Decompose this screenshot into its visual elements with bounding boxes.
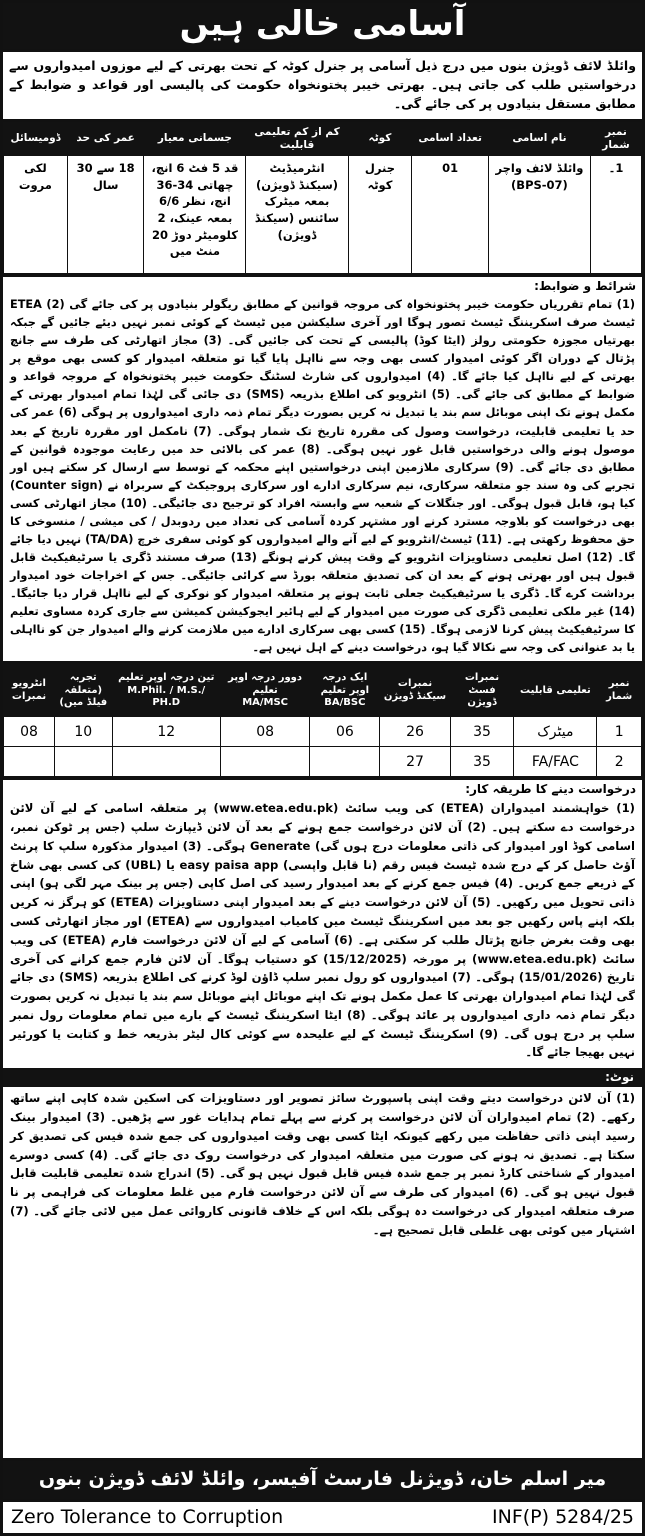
jobs-cell-post-name [488, 156, 590, 274]
marks-th-one-above [310, 665, 380, 717]
jobs-cell-serial: 1۔ [590, 156, 641, 274]
marks-th-sd-l2: سیکنڈ ڈویژن [383, 690, 447, 702]
marks-th-fd-l2: فسٹ [468, 684, 496, 696]
jobs-th-quota: کوٹہ [348, 122, 412, 155]
marks-cell-one-above [310, 747, 380, 777]
jobs-th-age: عمر کی حد [67, 122, 144, 155]
marks-cell-interview [4, 747, 55, 777]
layout-spacer [3, 1244, 642, 1459]
note-heading-wrap [3, 1066, 642, 1087]
marks-th-serial [597, 665, 642, 717]
marks-cell-interview: 08 [4, 717, 55, 747]
marks-cell-three-above [112, 747, 220, 777]
jobs-cell-age: 18 سے 30 سال [67, 156, 144, 274]
marks-cell-first-division: 35 [450, 717, 514, 747]
marks-cell-one-above: 06 [310, 717, 380, 747]
jobs-table-wrapper [3, 122, 642, 277]
jobs-cell-physical: قد 5 فٹ 6 انچ، چھاتی 34-36 انچ، نظر 6/6 بمعہ عینک، 2 کلومیٹر دوڑ 20 منٹ میں [144, 156, 246, 274]
marks-th-ta-l1: دوور درجہ اوپر تعلیم [228, 672, 303, 696]
marks-th-serial-l2: شمار [606, 690, 633, 702]
marks-th-interview [4, 665, 55, 717]
marks-th-qualification: تعلیمی قابلیت [514, 665, 597, 717]
marks-table-wrapper [3, 661, 642, 780]
marks-cell-three-above: 12 [112, 717, 220, 747]
page-title-bar [3, 3, 642, 49]
post-scale: (BPS-07) [511, 177, 568, 192]
marks-cell-experience: 10 [55, 717, 112, 747]
marks-cell-qualification: FA/FAC [514, 747, 597, 777]
marks-table [3, 664, 642, 777]
how-to-apply-text: (1) خواہشمند امیدواران (ETEA) کی ویب سائٹ (www.etea.edu.pk) پر متعلقہ اسامی کے لیے آن لائن درخواست دے سکتے ہیں۔ (2) آن لائن درخواست جمع ہونے کے بعد آن لائن ڈیپازٹ سلپ (جس پر ٹوکن نمبر، اسامی کوڈ اور امیدوار کی ذاتی معلومات درج ہوں گی) Generate ہوگی۔ (3) امیدوار مذکورہ سلپ کا پرنٹ آؤٹ حاصل کر کے درج شدہ ٹیسٹ فیس رقم (نا قابل واپسی) easy paisa app یا (UBL) کی کسی بھی شاخ کے ذریعے جمع کریں۔ (4) فیس جمع کرنے کے بعد امیدوار رسید کی اصل کاپی (جس پر بینک مہر لگی ہو) اپنی ذاتی تحویل میں رکھیں۔ (5) آن لائن درخواست دینے کے بعد امیدوار اپنی دستاویزات (ETEA) کو ہرگز نہ کریں بلکہ اپنے پاس رکھیں جو بعد میں اسکریننگ ٹیسٹ میں کامیاب امیدواروں سے (ETEA) اور مجاز اتھارٹی کسی بھی وقت بغرض جانچ پڑتال طلب کر سکتی ہے۔ (6) آسامی کے لیے آن لائن درخواست فارم (ETEA) کی ویب سائٹ (www.etea.edu.pk) پر مورخہ (15/12/2025) کو دستیاب ہوگا۔ آن لائن فارم جمع کرانے کی آخری تاریخ (15/01/2026) ہوگی۔ (7) امیدواروں کو رول نمبر سلپ ڈاؤن لوڈ کرنے کی اطلاع بذریعہ (SMS) دی جائے گی لہٰذا تمام امیدواران بھرتی کا عمل مکمل ہونے تک اپنے موبائل اپنے موبائل سم بند یا تبدیل نہ کریں بصورت دیگر تمام ذمہ داری امیدواروں پر عائد ہوگی۔ (8) ایٹا اسکریننگ ٹیسٹ کے بارے میں تمام معلومات رول نمبر سلپ پر درج ہوں گی۔ (9) اسکریننگ ٹیسٹ کے لیے علیحدہ سے کوئی کال لیٹر بذریعہ خط و کتابت یا کورئیر نہیں بھیجا جائے گا۔ [10, 801, 635, 1060]
conditions-text: (1) تمام تقرریاں حکومت خیبر پختونخواہ کی مروجہ قوانین کے مطابق ریگولر بنیادوں پر کی جائے گی (2) ETEA ٹیسٹ صرف اسکریننگ ٹیسٹ تصور ہوگا اور آخری سلیکشن میں ٹیسٹ کے کوئی نمبر نہیں دیئے جائیں گے جبکہ بھرتیاں مجوزہ حکومتی رولز (ایٹا کوڈ) پالیسی کے تحت کی جائیں گی۔ (3) مجاز اتھارٹی کی طرف سے جانچ پڑتال کے دوران اگر کوئی امیدوار کسی بھی وجہ سے نااہل پایا گیا تو متعلقہ امیدوار کو کسی بھی موقع پر بھرتی کے لیے نااہل کیا جائے گا۔ (4) امیدواروں کی شارٹ لسٹنگ حکومت خیبر پختونخواہ کے مروجہ قواعد و ضوابط کے مطابق کی جائے گی۔ (5) انٹرویو کی اطلاع بذریعہ (SMS) دی جائی گی لہٰذا تمام امیدوار بھرتی کے مکمل ہونے تک اپنی موبائل سم بند یا تبدیل نہ کریں بصورت دیگر تمام ذمہ داری امیدواروں پر ہوگی (6) عمر کی حد یا تعلیمی قابلیت، درخواست وصول کی مقررہ تاریخ تک شمار ہوگی۔ (7) نامکمل اور مقررہ تاریخ کے بعد موصول ہونے والی درخواستیں قابل غور نہیں ہوگی۔ (8) عمر کی بالائی حد میں رعایت موجودہ قوانین کے مطابق دی جائے گی۔ (9) سرکاری ملازمین اپنی درخواستیں اپنے محکمہ کے توسط سے ارسال کر سکتے ہیں اور تجربے کی وہ سند جو متعلقہ سرکاری، نیم سرکاری ادارے اور سرکاری پروجیکٹ کے سربراہ نے (Counter sign) کیا ہو، قابل قبول ہوگی۔ اور جنگلات کے شعبہ سے وابستہ افراد کو ترجیح دی جائیگی۔ (10) مجاز اتھارٹی کسی بھی درخواست کو بلاوجہ مسترد کرنے اور مشتہر کردہ آسامی کی تعداد میں ردوبدل / کی میشی / منسوخی کا حق محفوظ رکھتی ہے۔ (11) ٹیسٹ/انٹرویو کے لیے آنے والے امیدواروں کو کوئی سفری خرچ (TA/DA) نہیں دیا جائے گا۔ (12) اصل تعلیمی دستاویزات انٹرویو کے وقت پیش کرنے ہونگے (13) صرف مستند ڈگری یا سرٹیفیکیٹ قابل قبول ہیں اور بھرتی ہونے کے بعد ان کی تصدیق متعلقہ بورڈ سے کرائی جائیگی۔ جس کے اخراجات خود امیدوار برداشت کرے گا۔ ڈگری یا سرٹیفیکیٹ جعلی ثابت ہونے پر متعلقہ امیدوار کو نوکری کے لیے نااہل قرار دیا جائیگا۔ (14) غیر ملکی تعلیمی ڈگری کی صورت میں امیدوار کے لیے ہائیر ایجوکیشن کمیشن سے جاری کردہ مساوی تعلیم کا سرٹیفیکیٹ پیش کرنا لازمی ہوگا۔ (15) کسی بھی سرکاری ادارے میں ملازمت کرنے والے امیدوار جن کو نااہلی یا بد عنوانی کی وجہ سے نکالا گیا ہو، درخواست دینے کے اہل نہیں ہے۔ [10, 298, 636, 655]
post-title: وائلڈ لائف واچر [495, 161, 584, 176]
conditions-heading: شرائط و ضوابط: [534, 279, 636, 294]
jobs-cell-qualification: انٹرمیڈیٹ (سیکنڈ ڈویژن) بمعہ میٹرک سائنس (سیکنڈ ڈویژن) [246, 156, 348, 274]
note-text: (1) آن لائن درخواست دیتے وقت اپنی پاسپورٹ سائز تصویر اور دستاویزات کی اسکین شدہ کاپی اپنے ساتھ رکھے۔ (2) تمام امیدواران آن لائن درخواست پر کرنے سے پہلے تمام ہدایات غور سے پڑھیں۔ (3) امیدوار بینک رسید اپنی ذاتی حفاظت میں رکھے کیونکہ ایٹا کسی بھی وقت امیدواروں کی جمع شدہ فیس کی تصدیق کر سکتا ہے۔ تصدیق نہ ہونے کی صورت میں متعلقہ امیدوار کی درخواست روک دی جائے گی۔ (4) کسی دوسرے امیدوار کے شناختی کارڈ نمبر پر جمع شدہ فیس قابل قبول نہیں ہو گی۔ (5) اندراج شدہ تعلیمی قابلیت قابل قبول نہیں ہو گی۔ (6) امیدوار کی طرف سے آن لائن درخواست فارم میں غلط معلومات کی فراہمی پر نا صرف متعلقہ امیدوار کی درخواست دہ ہوگی بلکہ اس کے خلاف قانونی کاروائی عمل میں لائی جائے گی۔ (7) اشتہار میں کوئی بھی غلطی قابل تصحیح ہے۔ [10, 1091, 635, 1237]
marks-th-experience [55, 665, 112, 717]
marks-th-ta-l2: MA/MSC [242, 697, 289, 709]
marks-th-oa-l1: ایک درجہ [322, 672, 368, 684]
table-row [4, 156, 642, 274]
marks-cell-experience [55, 747, 112, 777]
marks-th-fd-l1: نمبرات [464, 672, 500, 684]
marks-table-header-row [4, 665, 642, 717]
marks-th-iv-l2: نمبرات [11, 690, 47, 702]
marks-th-first-division [450, 665, 514, 717]
jobs-th-serial: نمبر شمار [590, 122, 641, 155]
marks-th-th-l3: PH.D [152, 697, 181, 709]
table-row [4, 717, 642, 747]
marks-th-oa-l3: BA/BSC [324, 697, 366, 709]
jobs-cell-count: 01 [412, 156, 489, 274]
marks-cell-second-division: 27 [380, 747, 450, 777]
note-heading: نوٹ: [3, 1068, 642, 1087]
marks-th-th-l1: تین درجہ اوپر تعلیم [118, 672, 215, 684]
marks-th-iv-l1: انٹرویو [12, 678, 46, 690]
marks-th-ex-l1: تجربہ (متعلقہ [64, 672, 103, 696]
jobs-th-post-name: نام اسامی [488, 122, 590, 155]
marks-cell-first-division: 35 [450, 747, 514, 777]
signature-bar: میر اسلم خان، ڈویژنل فارسٹ آفیسر، وائلڈ لائف ڈویژن بنوں [3, 1458, 642, 1499]
marks-th-two-above [220, 665, 309, 717]
marks-cell-second-division: 26 [380, 717, 450, 747]
footer-bar [3, 1499, 642, 1533]
marks-cell-qualification: میٹرک [514, 717, 597, 747]
marks-th-second-division [380, 665, 450, 717]
marks-cell-two-above: 08 [220, 717, 309, 747]
jobs-table-header-row [4, 122, 642, 155]
marks-th-fd-l3: ڈویژن [467, 697, 497, 709]
intro-paragraph: وائلڈ لائف ڈویژن بنوں میں درج ذیل آسامی پر جنرل کوٹہ کے تحت بھرتی کے لیے موزوں امیدواروں سے درخواستیں طلب کی جاتی ہیں۔ بھرتی خیبر پختونخواہ حکومت کی پالیسی اور قواعد و ضوابط کے مطابق مستقل بنیادوں پر کی جائے گی۔ [3, 49, 642, 122]
jobs-cell-domicile: لکی مروت [4, 156, 68, 274]
marks-th-ex-l2: فیلڈ میں) [59, 697, 108, 709]
marks-cell-serial: 2 [597, 747, 642, 777]
marks-cell-two-above [220, 747, 309, 777]
jobs-th-physical: جسمانی معیار [144, 122, 246, 155]
marks-th-sd-l1: نمبرات [397, 678, 433, 690]
jobs-table [3, 122, 642, 274]
jobs-th-domicile: ڈومیسائل [4, 122, 68, 155]
jobs-th-count: تعداد اسامی [412, 122, 489, 155]
inf-number: INF(P) 5284/25 [492, 1506, 634, 1528]
jobs-cell-quota: جنرل کوٹہ [348, 156, 412, 274]
table-row [4, 747, 642, 777]
jobs-th-qualification: کم از کم تعلیمی قابلیت [246, 122, 348, 155]
marks-th-oa-l2: اوپر تعلیم [320, 684, 370, 696]
marks-th-three-above [112, 665, 220, 717]
page-title: آسامی خالی ہیں [179, 4, 466, 44]
marks-th-th-l2: M.Phil. / M.S./ [127, 684, 206, 696]
marks-th-serial-l1: نمبر [608, 678, 630, 690]
anti-corruption-slogan: Zero Tolerance to Corruption [11, 1506, 284, 1528]
how-to-apply-heading: درخواست دینے کا طریقہ کار: [465, 782, 636, 797]
marks-cell-serial: 1 [597, 717, 642, 747]
